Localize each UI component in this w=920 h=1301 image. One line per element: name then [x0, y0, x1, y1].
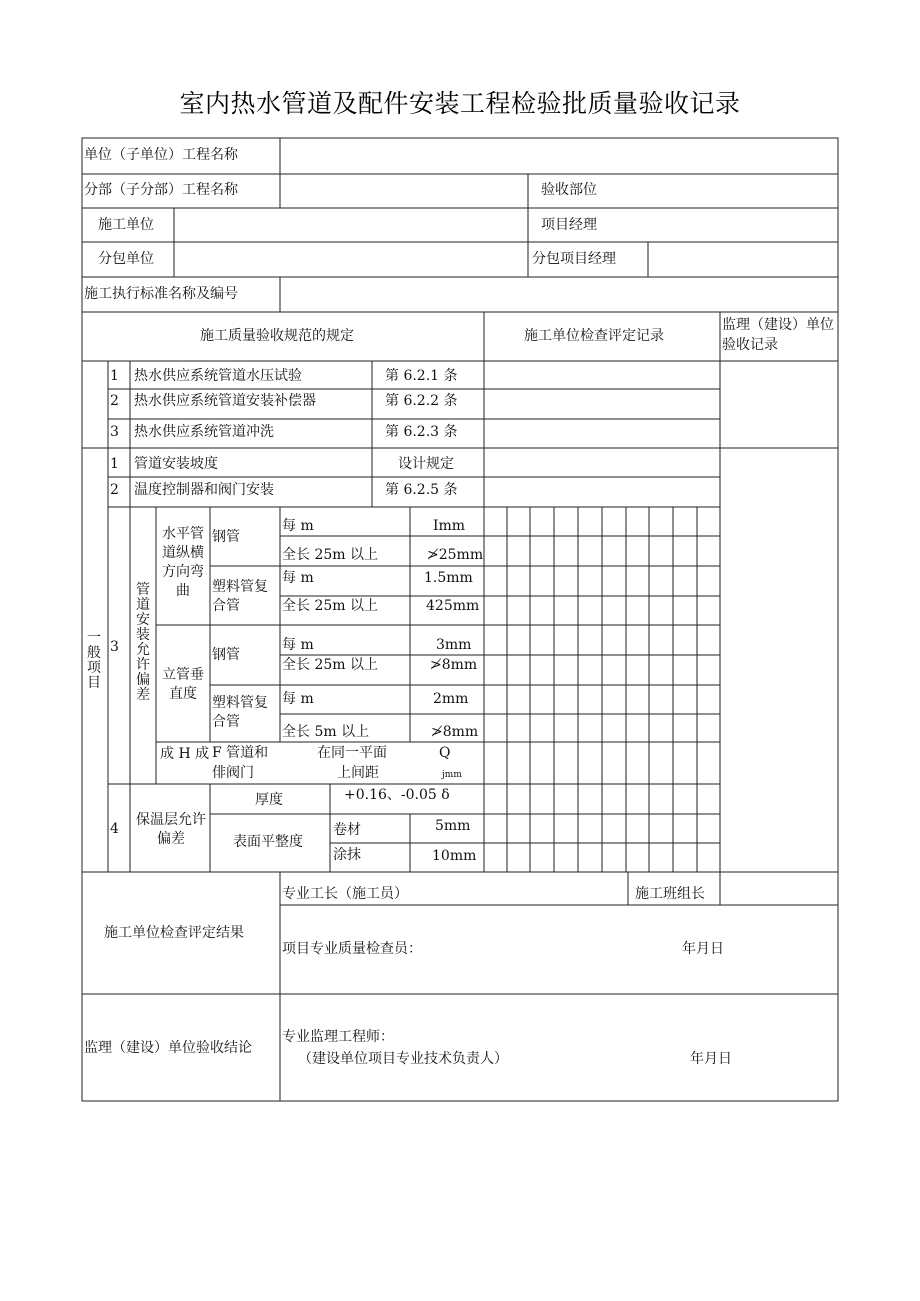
h-plastic-pipe-label: 塑料管复合管 [212, 579, 268, 614]
v-steel-full-value: ≯8mm [430, 657, 478, 673]
thickness-label: 厚度 [255, 792, 283, 808]
general-item-2-text: 温度控制器和阀门安装 [134, 482, 274, 498]
roll-value: 5mm [435, 818, 471, 834]
h-plastic-full-value: 425mm [426, 598, 480, 614]
subcontract-pm-label: 分包项目经理 [532, 251, 616, 267]
spec-column-header: 施工质量验收规范的规定 [200, 328, 354, 344]
supervision-label: 监理（建设）单位验收结论 [84, 1040, 252, 1056]
main-item-3-text: 热水供应系统管道冲洗 [134, 424, 274, 440]
thickness-value: +0.16、-0.05 δ [344, 787, 450, 803]
unit-project-label: 单位（子单位）工程名称 [84, 147, 238, 163]
h-steel-full: 全长 25m 以上 [282, 547, 378, 563]
general-item-3-no: 3 [110, 639, 119, 655]
standard-label: 施工执行标准名称及编号 [84, 286, 238, 302]
project-manager-label: 项目经理 [541, 217, 597, 233]
h-steel-per-m-value: Imm [433, 518, 466, 534]
h-plastic-per-m-value: 1.5mm [424, 570, 473, 586]
v-plastic-per-m-value: 2mm [433, 691, 469, 707]
v-plastic-per-m: 每 m [282, 691, 314, 707]
engineer-label: 专业监理工程师： [282, 1029, 394, 1045]
flatness-label: 表面平整度 [233, 834, 303, 850]
general-item-2-clause: 第 6.2.5 条 [385, 482, 458, 498]
general-item-1-no: 1 [110, 456, 119, 472]
valve-row-plane-a: 在同一平面 [317, 745, 387, 761]
valve-row-label: 成 H 成 [160, 746, 210, 762]
main-item-2-no: 2 [110, 393, 119, 409]
inspector-label: 项目专业质量检查员： [282, 941, 422, 957]
h-steel-full-value: ≯25mm [427, 547, 484, 563]
check-result-label: 施工单位检查评定结果 [104, 925, 244, 941]
h-steel-pipe-label: 钢管 [212, 529, 240, 545]
h-plastic-per-m: 每 m [282, 570, 314, 586]
subcontract-unit-label: 分包单位 [98, 251, 154, 267]
team-leader-label: 施工班组长 [635, 886, 705, 902]
insulation-label: 保温层允许偏差 [136, 812, 206, 847]
supervisor-record-column-header: 监理（建设）单位验收记录 [722, 317, 834, 353]
valve-row-pipe-a: F 管道和 [212, 745, 269, 761]
h-steel-per-m: 每 m [282, 518, 314, 534]
general-item-1-clause: 设计规定 [398, 456, 454, 472]
main-item-1-clause: 第 6.2.1 条 [385, 368, 458, 384]
paint-value: 10mm [432, 848, 477, 864]
main-item-2-clause: 第 6.2.2 条 [385, 393, 458, 409]
main-item-1-no: 1 [110, 368, 119, 384]
valve-row-value-b: jmm [442, 770, 462, 780]
construction-unit-label: 施工单位 [98, 217, 154, 233]
check-date: 年月日 [682, 941, 724, 957]
main-item-1-text: 热水供应系统管道水压试验 [134, 368, 302, 384]
owner-rep-label: （建设单位项目专业技术负责人） [298, 1051, 508, 1067]
v-plastic-full-value: ≯8mm [431, 724, 479, 740]
v-plastic-full: 全长 5m 以上 [282, 724, 370, 740]
check-record-column-header: 施工单位检查评定记录 [524, 328, 664, 344]
valve-row-value-a: Q [439, 745, 451, 761]
general-item-4-no: 4 [110, 821, 119, 837]
main-item-2-text: 热水供应系统管道安装补偿器 [134, 393, 316, 409]
v-plastic-pipe-label: 塑料管复合管 [212, 695, 268, 730]
acceptance-part-label: 验收部位 [541, 182, 597, 198]
general-item-2-no: 2 [110, 482, 119, 498]
valve-row-pipe-b: 俳阀门 [212, 765, 254, 781]
horizontal-bend-label: 水平管道纵横方向弯曲 [162, 526, 204, 599]
main-item-3-clause: 第 6.2.3 条 [385, 424, 458, 440]
deviation-label: 管道安装允许偏差 [136, 582, 150, 703]
supervision-date: 年月日 [690, 1051, 732, 1067]
h-plastic-full: 全长 25m 以上 [282, 598, 378, 614]
paint-label: 涂抹 [333, 847, 361, 863]
foreman-label: 专业工长（施工员） [282, 886, 408, 902]
v-steel-per-m-value: 3mm [436, 637, 472, 653]
sub-project-label: 分部（子分部）工程名称 [84, 182, 238, 198]
vertical-label: 立管垂直度 [162, 667, 204, 702]
general-items-label: 一般项目 [87, 630, 101, 691]
general-item-1-text: 管道安装坡度 [134, 456, 218, 472]
main-item-3-no: 3 [110, 424, 119, 440]
v-steel-full: 全长 25m 以上 [282, 657, 378, 673]
page-title: 室内热水管道及配件安装工程检验批质量验收记录 [179, 89, 741, 118]
v-steel-pipe-label: 钢管 [212, 647, 240, 663]
v-steel-per-m: 每 m [282, 637, 314, 653]
valve-row-plane-b: 上间距 [337, 765, 379, 781]
roll-label: 卷材 [333, 822, 361, 838]
